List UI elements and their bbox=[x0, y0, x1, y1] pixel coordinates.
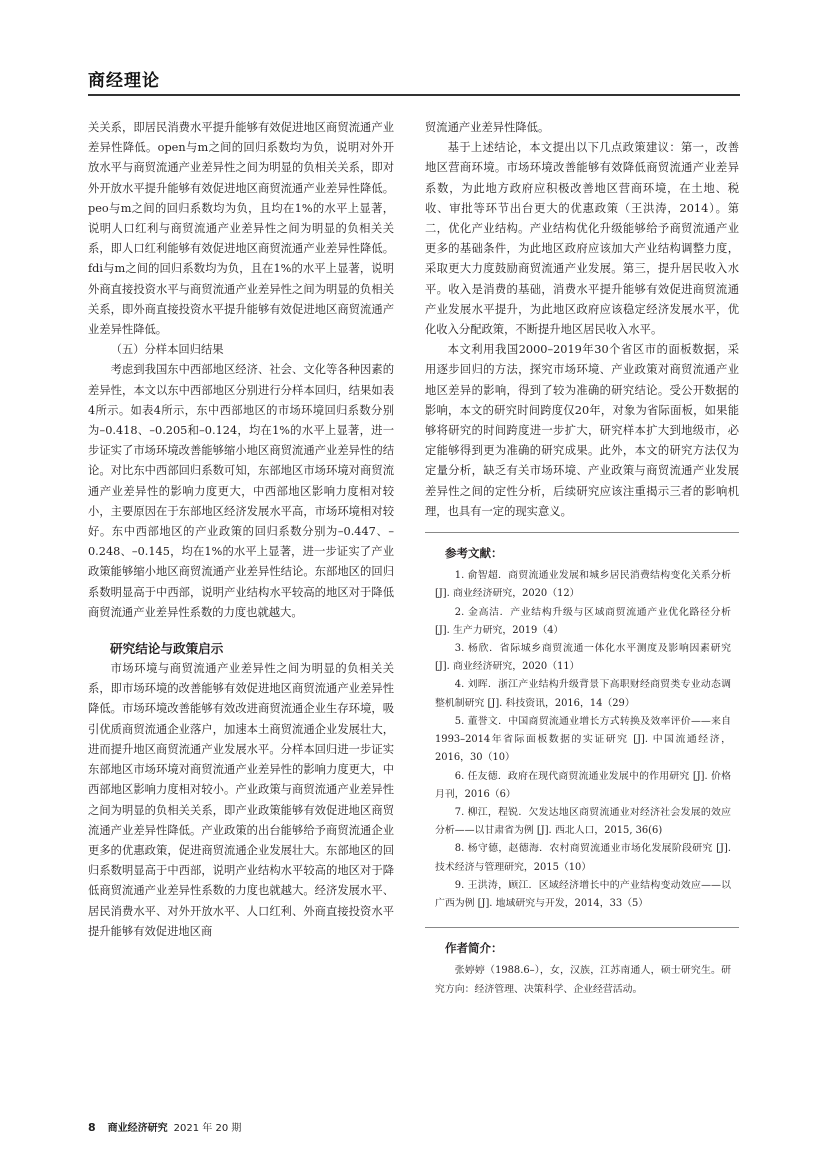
reference-item: 8. 杨守德，赵德海．农村商贸流通业市场化发展阶段研究 [J]. 技术经济与管理研究，2015（10） bbox=[435, 843, 731, 873]
journal-name: 商业经济研究 bbox=[107, 1123, 168, 1134]
right-paragraph-3: 本文利用我国2000–2019年30个省区市的面板数据，采用逐步回归的方法，探究市场环境、产业政策对商贸流通产业地区差异的影响，得到了较为准确的研究结论。受公开数据的影响，本文的研究时间跨度仅20年，对象为省际面板，如果能够将研究的时间跨度进一步扩大，研究样本扩大到地级市，必定能够得到更为准确的研究成果。此外，本文的研究方法仅为定量分析，缺乏有关市场环境、产业政策与商贸流通产业发展差异性之间的定性分析，后续研究应该注重揭示三者的影响机理，也具有一定的现实意义。 bbox=[425, 343, 739, 518]
page-number: 8 bbox=[88, 1121, 96, 1134]
section-header-title: 商经理论 bbox=[88, 71, 160, 91]
right-paragraph-1: 贸流通产业差异性降低。 bbox=[425, 121, 550, 134]
subsection-title-5: （五）分样本回归结果 bbox=[110, 343, 224, 357]
author-bio-text: 张婷婷（1988.6–），女，汉族，江苏南通人，硕士研究生。研究方向：经济管理、决策科学、企业经营活动。 bbox=[435, 965, 731, 995]
left-paragraph-1: 关关系，即居民消费水平提升能够有效促进地区商贸流通产业差异性降低。open与m之间的回归系数均为负，说明对外开放水平与商贸流通产业差异性之间为明显的负相关关系，即对外开放水平提升能够有效促进地区商贸流通产业差异性降低。peo与m之间的回归系数均为负，且均在1%的水平上显著，说明人口红利与商贸流通产业差异性之间为明显的负相关关系，即人口红利能够有效促进地区商贸流通产业差异性降低。fdi与m之间的回归系数均为负，且在1%的水平上显著，说明外商直接投资水平与商贸流通产业差异性之间为明显的负相关关系，即外商直接投资水平提升能够有效促进地区商贸流通产业差异性降低。 bbox=[88, 121, 394, 337]
right-paragraph-2: 基于上述结论，本文提出以下几点政策建议：第一，改善地区营商环境。市场环境改善能够有效降低商贸流通产业差异系数，为此地方政府应积极改善地区营商环境，在土地、税收、审批等环节出台更大的优惠政策（王洪涛，2014）。第二，优化产业结构。产业结构优化升级能够给予商贸流通产业更多的基础条件，为此地区政府应该加大产业结构调整力度，采取更大力度鼓励商贸流通产业发展。第三，提升居民收入水平。收入是消费的基础，消费水平提升能够有效促进商贸流通产业发展水平提升，为此地区政府应该稳定经济发展水平，优化收入分配政策，不断提升地区居民收入水平。 bbox=[425, 141, 739, 337]
reference-item: 3. 杨欣．省际城乡商贸流通一体化水平测度及影响因素研究 [J]. 商业经济研究，2020（11） bbox=[435, 643, 731, 673]
reference-item: 2. 金高洁．产业结构升级与区域商贸流通产业优化路径分析 [J]. 生产力研究，2019（4） bbox=[435, 606, 731, 636]
reference-item: 9. 王洪涛，顾江．区域经济增长中的产业结构变动效应——以广西为例 [J]. 地域研究与开发，2014，33（5） bbox=[435, 879, 731, 909]
reference-item: 6. 任友德．政府在现代商贸流通业发展中的作用研究 [J]. 价格月刊，2016（6） bbox=[435, 770, 731, 800]
author-bio-title: 作者简介： bbox=[445, 941, 503, 956]
reference-item: 5. 董誉文．中国商贸流通业增长方式转换及效率评价——来自1993–2014年省际面板数据的实证研究 [J]. 中国流通经济，2016，30（10） bbox=[435, 715, 731, 764]
section-title-conclusions: 研究结论与政策启示 bbox=[110, 641, 224, 657]
references-divider bbox=[425, 532, 739, 533]
left-column bbox=[88, 118, 394, 942]
right-column bbox=[425, 118, 739, 999]
header-divider bbox=[88, 94, 740, 96]
references-title: 参考文献： bbox=[445, 546, 503, 561]
page-footer bbox=[88, 1119, 241, 1134]
references-list bbox=[425, 567, 739, 913]
reference-item: 4. 刘晖．浙江产业结构升级背景下高职财经商贸类专业动态调整机制研究 [J]. 科技资讯，2016，14（29） bbox=[435, 679, 731, 709]
left-paragraph-3: 市场环境与商贸流通产业差异性之间为明显的负相关关系，即市场环境的改善能够有效促进地区商贸流通产业差异性降低。市场环境改善能够有效改进商贸流通企业生存环境，吸引优质商贸流通企业落户，加速本土商贸流通企业发展壮大，进而提升地区商贸流通产业发展水平。分样本回归进一步证实东部地区市场环境对商贸流通产业差异性的影响力度更大，中西部地区影响力度相对较小。产业政策与商贸流通产业差异性之间为明显的负相关关系，即产业政策能够有效促进地区商贸流通产业差异性降低。产业政策的出台能够给予商贸流通企业更多的优惠政策，促进商贸流通企业发展壮大。东部地区的回归系数明显高于中西部，说明产业结构水平较高的地区对于降低商贸流通产业差异性系数的力度也就越大。经济发展水平、居民消费水平、对外开放水平、人口红利、外商直接投资水平提升能够有效促进地区商 bbox=[88, 662, 394, 938]
left-paragraph-2: 考虑到我国东中西部地区经济、社会、文化等各种因素的差异性，本文以东中西部地区分别进行分样本回归，结果如表4所示。如表4所示，东中西部地区的市场环境回归系数分别为–0.418、–0.205和–0.124，均在1%的水平上显著，进一步证实了市场环境改善能够缩小地区商贸流通产业差异性的结论。对比东中西部回归系数可知，东部地区市场环境对商贸流通产业差异性的影响力度更大，中西部地区影响力度相对较小，主要原因在于东部地区经济发展水平高，市场环境相对较好。东中西部地区的产业政策的回归系数分别为–0.447、–0.248、–0.145，均在1%的水平上显著，进一步证实了产业政策能够缩小地区商贸流通产业差异性结论。东部地区的回归系数明显高于中西部，说明产业结构水平较高的地区对于降低商贸流通产业差异性系数的力度也就越大。 bbox=[88, 363, 394, 619]
reference-item: 1. 俞智超．商贸流通业发展和城乡居民消费结构变化关系分析 [J]. 商业经济研究，2020（12） bbox=[435, 570, 731, 600]
journal-issue: 2021 年 20 期 bbox=[173, 1123, 242, 1134]
author-divider bbox=[425, 927, 739, 928]
reference-item: 7. 柳江，程锐．欠发达地区商贸流通业对经济社会发展的效应分析——以甘肃省为例 [J]. 西北人口，2015, 36(6) bbox=[435, 806, 731, 837]
